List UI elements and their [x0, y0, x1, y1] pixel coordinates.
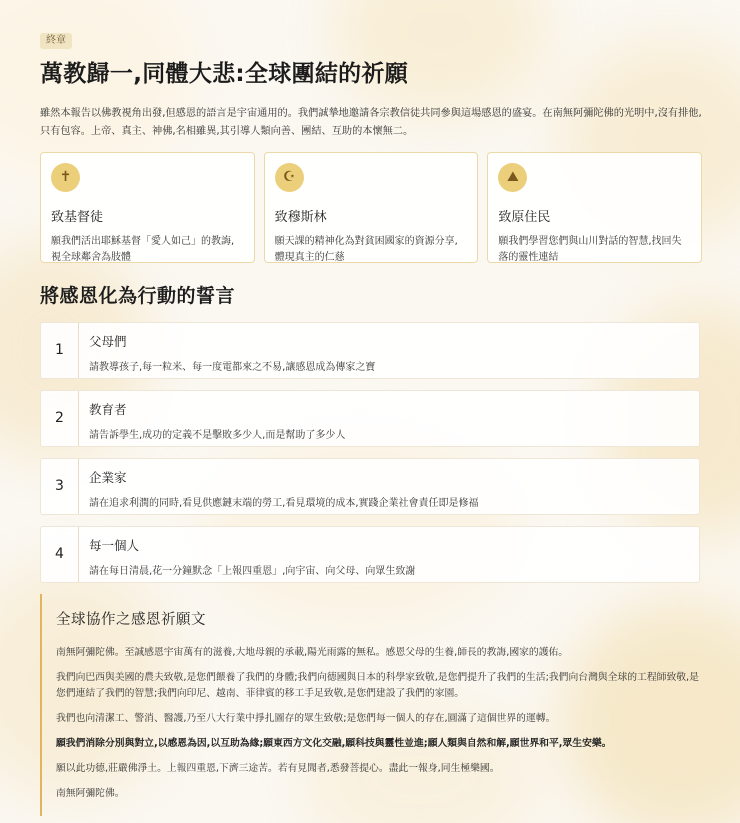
- pledge-description: 請告訴學生,成功的定義不是擊敗多少人,而是幫助了多少人: [89, 429, 346, 441]
- mosque-icon: ☪: [275, 163, 304, 192]
- prayer-vow: 願我們消除分別與對立,以感恩為因,以互助為緣;願東西方文化交融,願科技與靈性並進;願人類與自然和解,願世界和平,眾生安樂。: [56, 737, 612, 749]
- mountain-icon: ⛰: [498, 163, 527, 192]
- intro-paragraph: 雖然本報告以佛教視角出發,但感恩的語言是宇宙通用的。我們誠摯地邀請各宗教信徒共同參與這場感恩的盛宴。在南無阿彌陀佛的光明中,沒有排他,只有包容。上帝、真主、神佛,名相雖異,其引導人類向善、團結、互助的本懷無二。: [40, 107, 702, 137]
- pledge-item: [40, 322, 700, 379]
- card-title: 致穆斯林: [274, 209, 327, 225]
- pledge-number: 2: [41, 391, 79, 446]
- card-description: 願我們學習您們與山川對話的智慧,找回失落的靈性連結: [498, 235, 682, 263]
- prayer-paragraph: 我們也向清潔工、警消、醫護,乃至八大行業中掙扎圖存的眾生致敬;是您們每一個人的存在,圓滿了這個世界的運轉。: [56, 712, 556, 724]
- card-description: 願我們活出耶穌基督「愛人如己」的教誨,視全球鄰舍為肢體: [51, 235, 235, 263]
- chapter-badge: 終章: [40, 33, 72, 49]
- prayer-paragraph: 願以此功德,莊嚴佛淨土。上報四重恩,下濟三途苦。若有見聞者,悉發菩提心。盡此一報身,同生極樂國。: [56, 762, 500, 774]
- prayer-closing: 南無阿彌陀佛。: [56, 787, 125, 799]
- pledge-title: 父母們: [89, 333, 127, 349]
- section-title: 將感恩化為行動的誓言: [40, 284, 236, 307]
- card-title: 致基督徒: [51, 209, 104, 225]
- faith-card-christian: [40, 152, 255, 263]
- prayer-title: 全球協作之感恩祈願文: [56, 611, 206, 628]
- prayer-paragraph: 南無阿彌陀佛。至誠感恩宇宙萬有的滋養,大地母親的承載,陽光雨露的無私。感恩父母的生養,師長的教誨,國家的護佑。: [56, 646, 569, 658]
- pledge-list: [40, 322, 700, 583]
- pledge-number: 4: [41, 527, 79, 582]
- faith-card-indigenous: [487, 152, 702, 263]
- pledge-item: [40, 526, 700, 583]
- pledge-number: 1: [41, 323, 79, 378]
- prayer-block: [40, 594, 700, 816]
- prayer-paragraph: 我們向巴西與美國的農夫致敬,是您們餵養了我們的身體;我們向德國與日本的科學家致敬,是您們提升了我們的生活;我們向台灣與全球的工程師致敬,是您們連結了我們的智慧;我們向印尼、越南、菲律賓的移工手足致敬,是您們建設了我們的家園。: [56, 671, 699, 699]
- pledge-title: 每一個人: [89, 537, 140, 553]
- pledge-title: 企業家: [89, 469, 127, 485]
- pledge-description: 請教導孩子,每一粒米、每一度電都來之不易,讓感恩成為傳家之寶: [89, 361, 376, 373]
- pledge-item: [40, 458, 700, 515]
- pledge-item: [40, 390, 700, 447]
- pledge-title: 教育者: [89, 401, 127, 417]
- pledge-description: 請在追求利潤的同時,看見供應鏈末端的勞工,看見環境的成本,實踐企業社會責任即是修福: [89, 497, 479, 509]
- faith-card-muslim: [264, 152, 479, 263]
- cross-icon: ✝: [51, 163, 80, 192]
- pledge-description: 請在每日清晨,花一分鐘默念「上報四重恩」,向宇宙、向父母、向眾生致謝: [89, 565, 416, 577]
- card-title: 致原住民: [498, 209, 551, 225]
- page-title: 萬教歸一,同體大悲:全球團結的祈願: [40, 61, 409, 87]
- faith-cards: [40, 152, 702, 263]
- card-description: 願天課的精神化為對貧困國家的資源分享,體現真主的仁慈: [274, 235, 458, 263]
- pledge-number: 3: [41, 459, 79, 514]
